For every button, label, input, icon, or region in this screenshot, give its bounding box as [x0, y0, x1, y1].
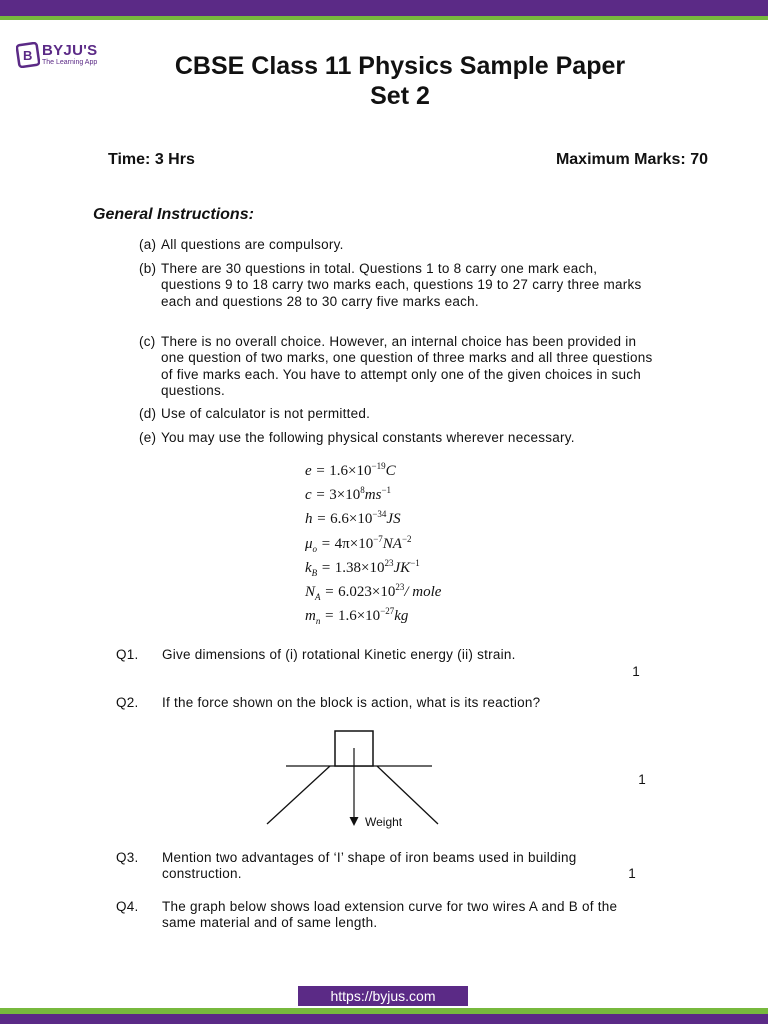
question-number: Q4. — [116, 899, 139, 914]
constant-row: $\mu_o = 4\pi\times 10^{-7}NA^{-2}$ — [305, 533, 412, 554]
instruction-label: (c) — [139, 334, 156, 349]
bottom-purple-stripe — [0, 1014, 768, 1024]
page-title-line-1: CBSE Class 11 Physics Sample Paper — [174, 52, 626, 80]
question-number: Q1. — [116, 647, 139, 662]
instruction-text: There is no overall choice. However, an internal choice has been provided in one question of two marks, one question of three marks and all three questions of five marks each. You have to attempt only one of the given choices in such questions. — [161, 334, 653, 398]
instruction-label: (a) — [139, 237, 157, 252]
instruction-item — [139, 334, 659, 399]
instruction-label: (b) — [139, 261, 157, 276]
constant-row: $N_A = 6.023\times 10^{23}/$ mole — [305, 581, 442, 602]
svg-text:B: B — [23, 48, 33, 63]
question-marks: 1 — [628, 866, 636, 881]
weight-arrow-head — [350, 817, 359, 826]
instruction-item — [139, 237, 659, 253]
byjus-logo-icon — [16, 42, 40, 68]
constant-row: $c = 3\times 10^8ms^{-1}$ — [305, 485, 392, 504]
logo-tagline: The Learning App — [42, 59, 98, 66]
logo-name: BYJU'S — [42, 42, 98, 59]
footer-url-link[interactable]: https://byjus.com — [298, 986, 468, 1006]
top-purple-stripe — [0, 0, 768, 16]
instruction-text: Use of calculator is not permitted. — [161, 406, 371, 421]
top-brand-bar — [0, 0, 768, 22]
instruction-item — [139, 406, 659, 422]
instruction-label: (d) — [139, 406, 157, 421]
instruction-item — [139, 261, 659, 310]
question-text: The graph below shows load extension curve for two wires A and B of the same material and of same length. — [162, 899, 618, 931]
constant-row: $e = 1.6\times 10^{-19}C$ — [305, 461, 396, 479]
top-green-stripe — [0, 16, 768, 20]
weight-label: Weight — [365, 815, 403, 829]
exam-time: Time: 3 Hrs — [108, 151, 195, 168]
instruction-text: There are 30 questions in total. Questions 1 to 8 carry one mark each, questions 9 to 18 carry two marks each, questions 19 to 27 carry three marks each and questions 28 to 30 carry five marks each. — [161, 261, 642, 309]
page-title-line-2: Set 2 — [370, 82, 430, 110]
instruction-item — [139, 430, 659, 446]
question-marks: 1 — [638, 772, 646, 787]
instructions-heading: General Instructions: — [93, 206, 254, 223]
question-text: Mention two advantages of ‘I’ shape of iron beams used in building construction. — [162, 850, 577, 882]
instruction-text: All questions are compulsory. — [161, 237, 344, 252]
question-marks: 1 — [632, 664, 640, 679]
question-number: Q2. — [116, 695, 139, 710]
instruction-label: (e) — [139, 430, 157, 445]
constant-row: $h = 6.6\times 10^{-34}JS$ — [305, 509, 401, 528]
question-text: If the force shown on the block is action, what is its reaction? — [162, 695, 541, 710]
question-number: Q3. — [116, 850, 139, 865]
constant-row: $m_n = 1.6\times 10^{-27}kg$ — [305, 606, 409, 627]
constant-row: $k_B = 1.38\times 10^{23}JK^{-1}$ — [305, 557, 420, 578]
question-text: Give dimensions of (i) rotational Kinetic energy (ii) strain. — [162, 647, 516, 662]
left-support-line — [267, 766, 330, 824]
maximum-marks: Maximum Marks: 70 — [555, 151, 708, 168]
block-on-slope-diagram — [262, 726, 442, 836]
instruction-text: You may use the following physical constants wherever necessary. — [161, 430, 575, 445]
physical-constants-list — [305, 461, 441, 630]
